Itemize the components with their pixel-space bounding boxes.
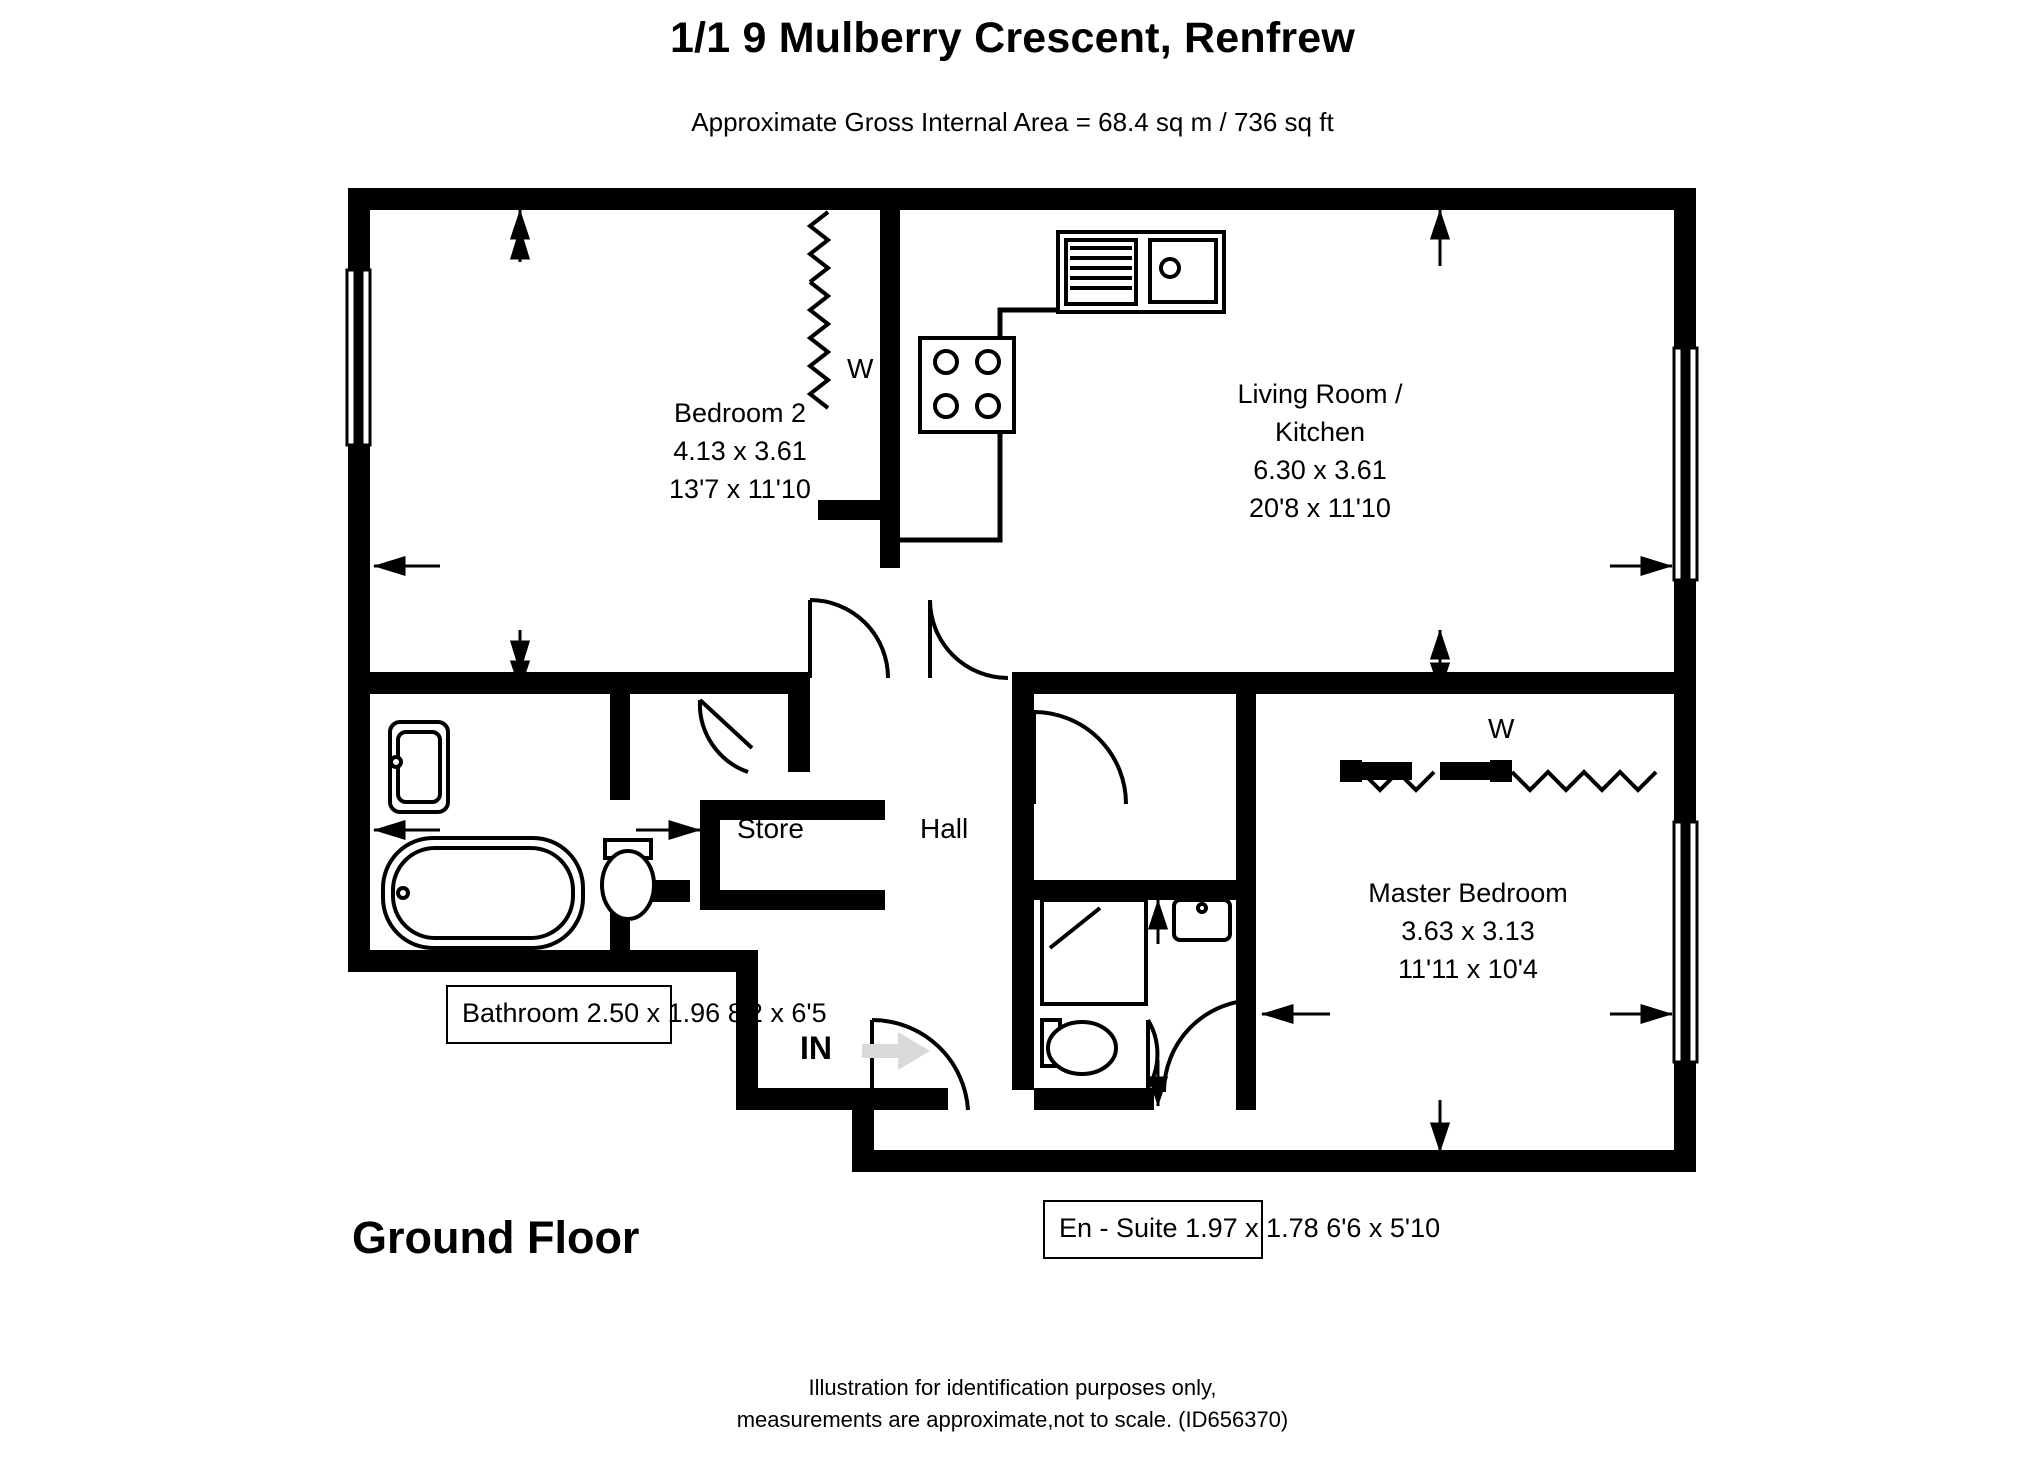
living-kitchen-name-2: Kitchen [1274,417,1366,447]
bedroom2-metric: 4.13 x 3.61 [673,436,807,466]
disclaimer-line-1: Illustration for identification purposes only, [808,1375,1217,1400]
ensuite-imperial: 6'6 x 5'10 [1326,1213,1441,1243]
wardrobe-bedroom2-text: W [847,353,874,384]
master-bedroom-metric: 3.63 x 3.13 [1401,916,1535,946]
cooker-hob-icon [920,338,1014,432]
bathroom-imperial: 8'2 x 6'5 [727,998,827,1028]
ensuite-name: En - Suite [1059,1213,1178,1243]
living-kitchen-metric: 6.30 x 3.61 [1253,455,1387,485]
toilet-icon [602,840,654,919]
entrance-label [800,1030,832,1067]
wardrobe-label-master [1488,713,1514,745]
master-bedroom-imperial: 11'11 x 10'4 [1398,954,1538,984]
room-label-master-bedroom [1258,874,1678,988]
ensuite-metric: 1.97 x 1.78 [1185,1213,1319,1243]
ensuite-toilet-icon [1042,1020,1116,1074]
entrance-text: IN [800,1030,832,1066]
bathroom-name: Bathroom [462,998,580,1028]
room-label-store [737,813,804,845]
wardrobe-master-text: W [1488,713,1515,744]
disclaimer [0,1372,2025,1436]
store-name: Store [737,813,804,844]
room-label-hall [920,813,968,845]
living-kitchen-imperial: 20'8 x 11'10 [1249,493,1391,523]
room-label-ensuite [1043,1200,1441,1259]
room-label-bathroom [446,985,827,1044]
kitchen-sink-icon [1058,232,1224,312]
room-label-living-kitchen [1130,375,1510,527]
bathtub-icon [383,838,583,948]
bedroom2-imperial: 13'7 x 11'10 [669,474,811,504]
wardrobe-label-bedroom2 [847,353,873,385]
wardrobe-doors-bedroom2 [810,212,828,408]
living-kitchen-name-1: Living Room / [1237,379,1403,409]
shower-tray-icon [1042,900,1146,1004]
page-title: 1/1 9 Mulberry Crescent, Renfrew [669,14,1356,62]
bathroom-metric: 2.50 x 1.96 [586,998,721,1028]
disclaimer-line-2: measurements are approximate,not to scale. (ID656370) [736,1407,1289,1432]
floor-label: Ground Floor [352,1212,640,1263]
ensuite-basin-icon [1174,900,1230,940]
bedroom2-name: Bedroom 2 [673,398,807,428]
wash-basin-icon [390,722,448,812]
area-subtitle: Approximate Gross Internal Area = 68.4 sq m / 736 sq ft [691,107,1334,137]
room-label-bedroom2 [560,394,920,508]
hall-name: Hall [920,813,969,844]
master-bedroom-name: Master Bedroom [1368,878,1568,908]
